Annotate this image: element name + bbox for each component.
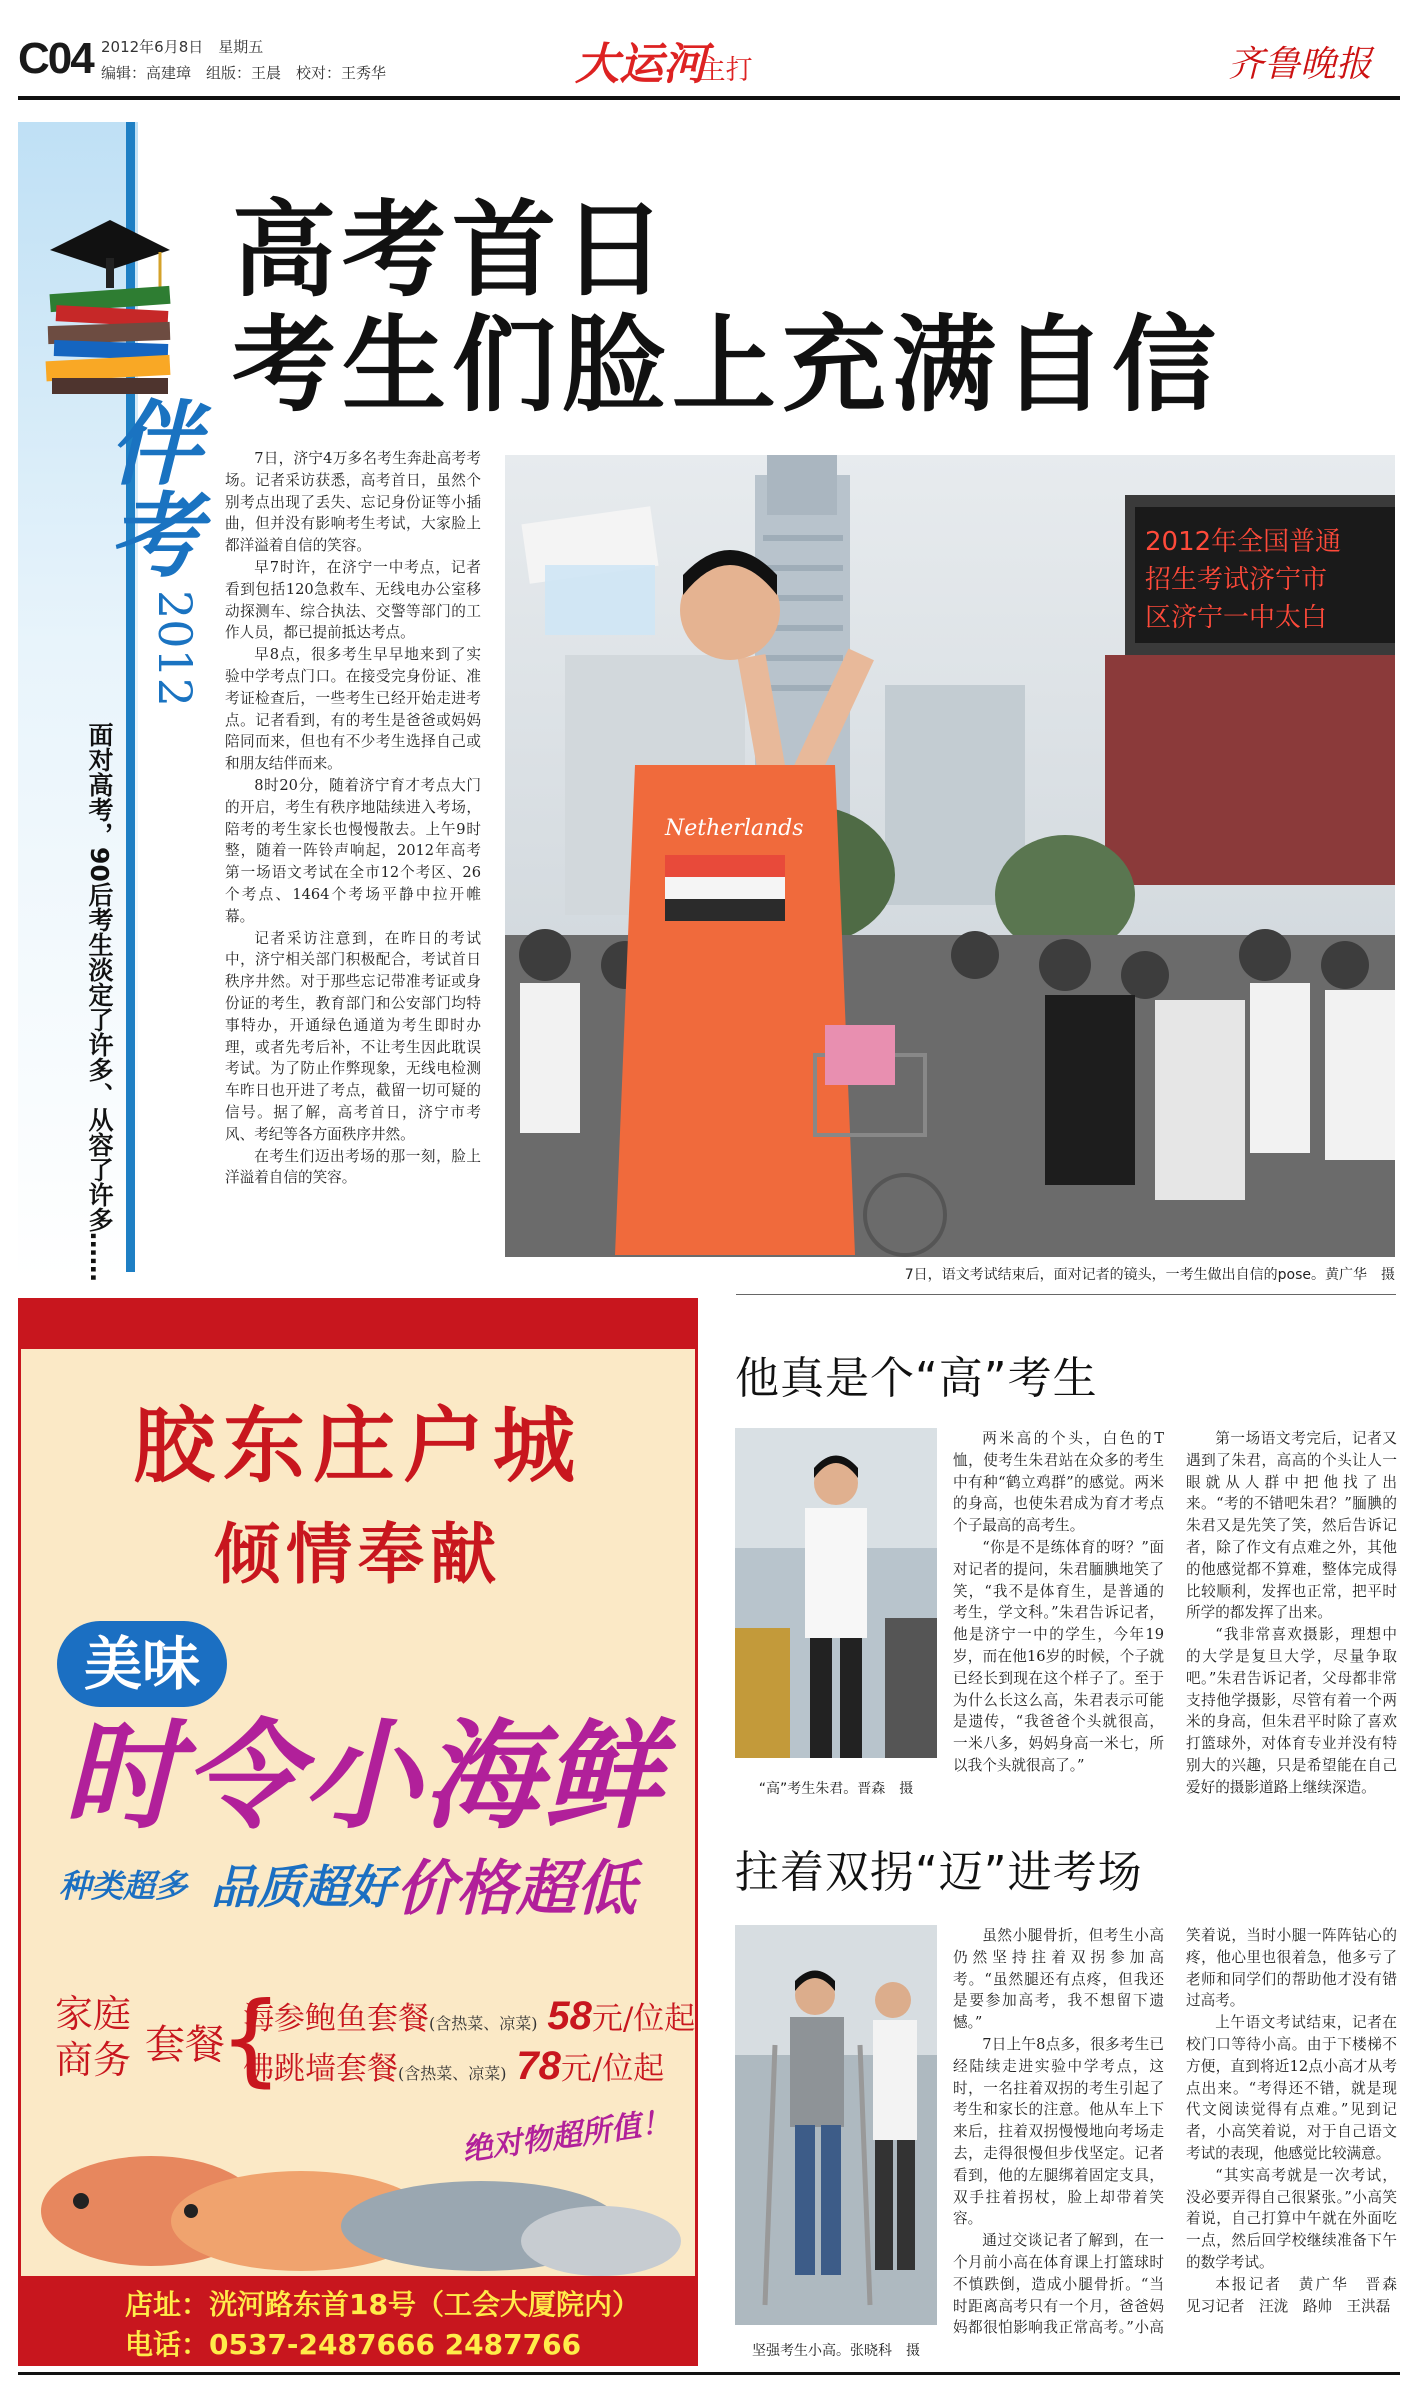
headline-line-2: 考生们脸上充满自信 — [232, 304, 1223, 426]
sidebar-tagline: 面对高考，90后考生淡定了许多、从容了许多…… — [85, 722, 114, 1282]
main-photo-caption: 7日，语文考试结束后，面对记者的镜头，一考生做出自信的pose。黄广华 摄 — [904, 1267, 1395, 1283]
issue-date: 2012年6月8日 星期五 — [101, 38, 264, 56]
sidebar-title: 伴考 — [94, 395, 202, 579]
ad-combo-1 — [243, 1993, 695, 2039]
story3-paragraph: “其实高考就是一次考试，没必要弄得自己很紧张。”小高笑着说，自己打算中午就在外面吃一点，然后回学校继续准备下午的数学考试。 — [1186, 2166, 1397, 2271]
lead-paragraph: 记者采访注意到，在昨日的考试中，济宁相关部门积极配合，考试首日秩序井然。对于那些忘记带准考证或身份证的考生，教育部门和公安部门均特事特办，开通绿色通道为考生即时办理，或者先考后补，不让考生因此耽误考试。为了防止作弊现象，无线电检测车昨日也开进了考点，截留一切可疑的信号。据了解，高考首日，济宁市考风、考纪等各方面秩序井然。 — [225, 929, 481, 1143]
photo-illustration — [735, 1925, 937, 2325]
combo-price: 58 — [547, 1994, 592, 2038]
section-brand: 大运河 — [575, 39, 707, 90]
ad-restaurant-name: 胶东庄户城 — [132, 1398, 583, 1494]
story2-paragraph: “你是不是练体育的呀？”面对记者的提问，朱君腼腆地笑了笑，“我不是体育生，是普通的考生，学文科。”朱君告诉记者，他是济宁一中的学生，今年19岁，而在他16岁的时候，个子就已经长到现在这个样子了。至于为什么长这么高，朱君表示可能是遗传，“我爸爸个头就很高，一米八多，妈妈身高一米七，所以我个头就很高了。” — [953, 1538, 1164, 1774]
main-photo — [505, 455, 1395, 1257]
ad-phone: 电话：0537-2487666 2487766 — [125, 2328, 582, 2361]
led-screen-text: 2012年全国普通 — [1145, 527, 1342, 557]
story3-title: 拄着双拐“迈”进考场 — [735, 1847, 1143, 1898]
combo-price: 78 — [516, 2044, 561, 2088]
ad-subtitle: 倾情奉献 — [214, 1515, 502, 1593]
ad-slogan-price: 价格超低 — [396, 1854, 636, 1924]
combo-name: 海参鲍鱼套餐 — [243, 2001, 429, 2037]
ad-combo-2 — [243, 2043, 664, 2089]
headline-line-1: 高考首日 — [232, 189, 673, 311]
section-subtitle: ·主打 — [690, 55, 753, 86]
newspaper-name: 齐鲁晚报 — [1228, 44, 1373, 85]
led-screen-text: 招生考试济宁市 — [1145, 565, 1328, 595]
story2-body — [953, 1428, 1397, 1808]
lead-paragraph: 8时20分，随着济宁育才考点大门的开启，考生有秩序地陆续进入考场，陪考的考生家长也慢慢散去。上午9时整，随着一阵铃声响起，2012年高考第一场语文考试在全市12个考区、26个考点、1464个考场平静中拉开帷幕。 — [225, 776, 481, 925]
story2-photo — [735, 1428, 937, 1758]
ad-address: 店址：洸河路东首18号（工会大厦院内） — [125, 2288, 640, 2321]
lead-paragraph: 在考生们迈出考场的那一刻，脸上洋溢着自信的笑容。 — [225, 1147, 481, 1187]
ad-family-business — [55, 1991, 131, 2083]
header-rule — [18, 96, 1400, 100]
advertisement — [18, 1298, 698, 2366]
lead-paragraph: 7日，济宁4万多名考生奔赴高考考场。记者采访获悉，高考首日，虽然个别考点出现了丢失、忘记身份证等小插曲，但并没有影响考生考试，大家脸上都洋溢着自信的笑容。 — [225, 450, 481, 555]
caption-rule — [736, 1294, 1396, 1295]
lead-article — [225, 448, 481, 1189]
ad-meiwei-badge: 美味 — [57, 1621, 227, 1707]
combo-note: (含热菜、凉菜) — [429, 2014, 538, 2033]
photo-illustration — [505, 455, 1395, 1257]
led-screen-text: 区济宁一中太白 — [1145, 603, 1328, 633]
ad-top-border — [21, 1301, 695, 1349]
photo-illustration — [735, 1428, 937, 1758]
story2-paragraph: 第一场语文考完后，记者又遇到了朱君，高高的个头让人一眼就从人群中把他找了出来。“考的不错吧朱君？”腼腆的朱君又是先笑了笑，然后告诉记者，除了作文有点难之外，其他的他感觉都不算难，整体完成得比较顺利，发挥也正常，把平时所学的都发挥了出来。 — [1186, 1430, 1397, 1622]
combo-name: 佛跳墙套餐 — [243, 2051, 398, 2087]
book-stack-icon — [40, 210, 180, 400]
ad-slogan-quality: 品质超好 — [211, 1860, 395, 1914]
story3-paragraph: 通过交谈记者了解到，在一个月前小高在体育课上打篮球时不慎跌倒，造成小腿骨折。“当时距离高考只有一个月，爸爸妈妈都很怕影响我正常高考。”小高笑着说，当时小腿一阵阵钻心的疼，他心里也很着急，他多亏了老师和同学们的帮助他才没有错过高考。 — [953, 1927, 1397, 2337]
ad-seafood-title: 时令小海鲜 — [63, 1706, 664, 1845]
story2-paragraph: 两米高的个头，白色的T恤，使考生朱君站在众多的考生中有种“鹤立鸡群”的感觉。两米的身高，也使朱君成为育才考点个子最高的高考生。 — [953, 1430, 1164, 1535]
story2-caption: “高”考生朱君。晋森 摄 — [758, 1781, 914, 1797]
ad-value-tag: 绝对物超所值！ — [460, 2104, 673, 2169]
ad-family-label: 家庭 — [55, 1992, 132, 2036]
price-unit: 元/位起 — [591, 2001, 696, 2037]
story3-body — [953, 1925, 1412, 2365]
sidebar-year: 2012 — [148, 590, 202, 708]
price-unit: 元/位起 — [560, 2051, 665, 2087]
story3-photo — [735, 1925, 937, 2325]
story3-byline: 本报记者 黄广华 晋森 见习记者 汪泷 路帅 王洪磊 — [1186, 2275, 1412, 2315]
page-code: C04 — [18, 34, 93, 83]
lead-paragraph: 早7时许，在济宁一中考点，记者看到包括120急救车、无线电办公室移动探测车、综合执法、交警等部门的工作人员，都已提前抵达考点。 — [225, 558, 481, 642]
combo-note: (含热菜、凉菜) — [398, 2064, 507, 2083]
bottom-rule — [18, 2372, 1400, 2375]
story3-paragraph: 上午语文考试结束，记者在校门口等待小高。由于下楼梯不方便，直到将近12点小高才从考点出来。“考得还不错，就是现代文阅读觉得有点难。”见到记者，小高笑着说，对于自己语文考试的表现，他感觉比较满意。 — [1186, 2014, 1397, 2162]
ad-brace: { — [219, 1980, 283, 2097]
shirt-text: Netherlands — [665, 816, 804, 841]
staff-credits: 编辑：高建璋 组版：王晨 校对：王秀华 — [101, 64, 387, 82]
ad-slogan-variety: 种类超多 — [59, 1867, 188, 1905]
lead-paragraph: 早8点，很多考生早早地来到了实验中学考点门口。在接受完身份证、准考证检查后，一些考生已经开始走进考点。记者看到，有的考生是爸爸或妈妈陪同而来，但也有不少考生选择自己或和朋友结伴而来。 — [225, 646, 481, 773]
story3-paragraph: 7日上午8点多，很多考生已经陆续走进实验中学考点，这时，一名拄着双拐的考生引起了考生和家长的注意。他从车上下来后，拄着双拐慢慢地向考场走去，走得很慢但步伐坚定。记者看到，他的左腿绑着固定支具，双手拄着拐杖，脸上却带着笑容。 — [953, 2035, 1164, 2228]
story2-paragraph: “我非常喜欢摄影，理想中的大学是复旦大学，尽量争取吧。”朱君告诉记者，父母都非常支持他学摄影，尽管有着一个两米的身高，但朱君平时除了喜欢打篮球外，对体育专业并没有特别大的兴趣，只是希望能在自己爱好的摄影道路上继续深造。 — [1186, 1626, 1397, 1796]
story2-title: 他真是个“高”考生 — [735, 1353, 1098, 1404]
story3-paragraph: 虽然小腿骨折，但考生小高仍然坚持拄着双拐参加高考。“虽然腿还有点疼，但我还是要参加高考，我不想留下遗憾。” — [953, 1927, 1164, 2032]
ad-taocan-label: 套餐 — [145, 2022, 225, 2068]
ad-business-label: 商务 — [55, 2038, 132, 2082]
story3-caption: 坚强考生小高。张晓科 摄 — [752, 2343, 920, 2359]
